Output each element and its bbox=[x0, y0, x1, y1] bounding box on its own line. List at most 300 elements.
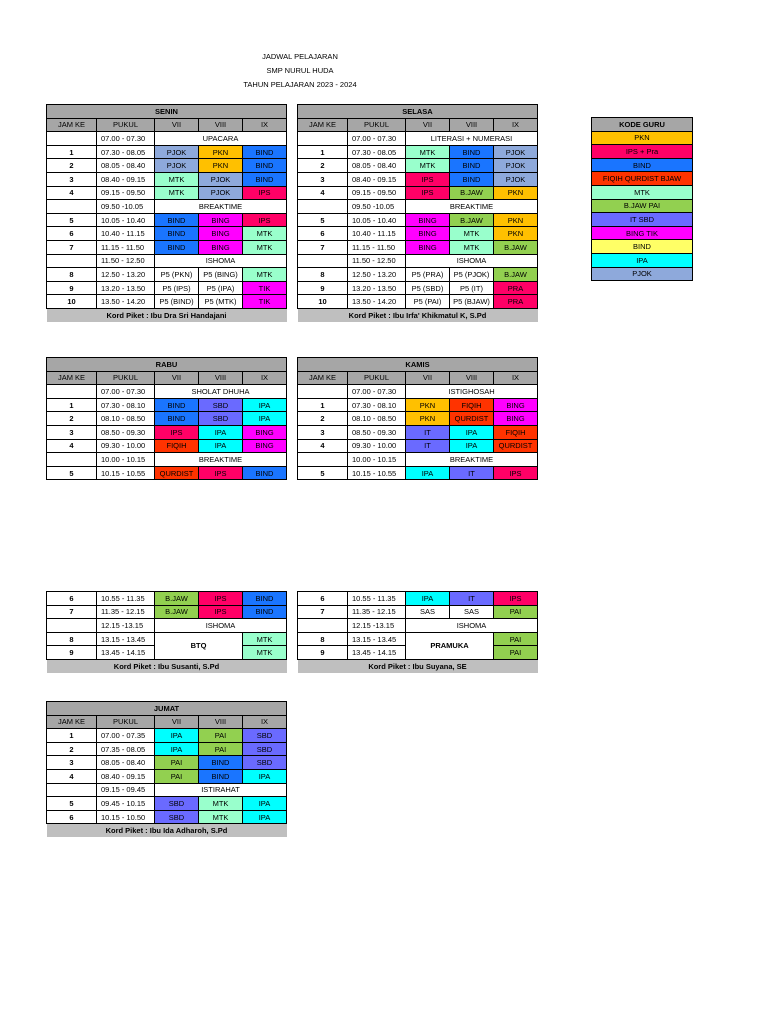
legend-item: IPS + Pra bbox=[592, 145, 693, 159]
jam-ke-cell bbox=[298, 453, 348, 467]
subject-ix-cell: PAI bbox=[494, 632, 538, 646]
legend-item: PKN bbox=[592, 131, 693, 145]
pukul-cell: 07.00 - 07.30 bbox=[348, 385, 406, 399]
column-header: IX bbox=[243, 715, 287, 729]
subject-viii-cell: FIQIH bbox=[450, 398, 494, 412]
subject-ix-cell: MTK bbox=[243, 240, 287, 254]
jam-ke-cell: 3 bbox=[47, 425, 97, 439]
jam-ke-cell: 7 bbox=[298, 240, 348, 254]
pukul-cell: 13.45 - 14.15 bbox=[348, 646, 406, 660]
pukul-cell: 08.05 - 08.40 bbox=[97, 756, 155, 770]
jam-ke-cell: 6 bbox=[47, 592, 97, 606]
pukul-cell: 13.45 - 14.15 bbox=[97, 646, 155, 660]
pukul-cell: 08.10 - 08.50 bbox=[348, 412, 406, 426]
activity-cell: BREAKTIME bbox=[155, 453, 287, 467]
jam-ke-cell: 4 bbox=[298, 186, 348, 200]
subject-vii-cell: MTK bbox=[155, 186, 199, 200]
column-header: VIII bbox=[199, 118, 243, 132]
pukul-cell: 10.05 - 10.40 bbox=[97, 213, 155, 227]
jam-ke-cell: 7 bbox=[47, 605, 97, 619]
subject-ix-cell: BIND bbox=[243, 159, 287, 173]
pukul-cell: 13.20 - 13.50 bbox=[97, 281, 155, 295]
subject-ix-cell: SBD bbox=[243, 729, 287, 743]
column-header: JAM KE bbox=[298, 371, 348, 385]
legend-item: IT SBD bbox=[592, 213, 693, 227]
activity-cell: BTQ bbox=[155, 632, 243, 659]
subject-vii-cell: P5 (IPS) bbox=[155, 281, 199, 295]
subject-vii-cell: IT bbox=[406, 425, 450, 439]
legend-item: IPA bbox=[592, 253, 693, 267]
subject-viii-cell: BIND bbox=[450, 172, 494, 186]
activity-cell: BREAKTIME bbox=[406, 453, 538, 467]
subject-viii-cell: IPS bbox=[199, 592, 243, 606]
pukul-cell: 10.00 - 10.15 bbox=[348, 453, 406, 467]
day-header-kamis: KAMIS bbox=[298, 358, 538, 372]
subject-ix-cell: IPS bbox=[494, 466, 538, 480]
subject-ix-cell: BIND bbox=[243, 605, 287, 619]
subject-ix-cell: IPA bbox=[243, 810, 287, 824]
column-header: IX bbox=[243, 371, 287, 385]
subject-vii-cell: FIQIH bbox=[155, 439, 199, 453]
subject-vii-cell: P5 (SBD) bbox=[406, 281, 450, 295]
subject-vii-cell: IT bbox=[406, 439, 450, 453]
pukul-cell: 10.15 - 10.55 bbox=[348, 466, 406, 480]
jam-ke-cell: 6 bbox=[47, 810, 97, 824]
jam-ke-cell: 7 bbox=[47, 240, 97, 254]
subject-viii-cell: BING bbox=[199, 213, 243, 227]
jam-ke-cell: 1 bbox=[298, 145, 348, 159]
subject-viii-cell: PJOK bbox=[199, 186, 243, 200]
jam-ke-cell: 5 bbox=[47, 466, 97, 480]
activity-cell: UPACARA bbox=[155, 132, 287, 146]
subject-vii-cell: PJOK bbox=[155, 159, 199, 173]
column-header: VII bbox=[406, 118, 450, 132]
pukul-cell: 13.50 - 14.20 bbox=[97, 295, 155, 309]
jam-ke-cell bbox=[47, 132, 97, 146]
day-header-jumat: JUMAT bbox=[47, 702, 287, 716]
subject-ix-cell: MTK bbox=[243, 227, 287, 241]
pukul-cell: 07.35 - 08.05 bbox=[97, 742, 155, 756]
jam-ke-cell bbox=[47, 254, 97, 268]
subject-vii-cell: PKN bbox=[406, 412, 450, 426]
column-header: VIII bbox=[199, 715, 243, 729]
subject-ix-cell: FIQIH bbox=[494, 425, 538, 439]
jam-ke-cell: 4 bbox=[47, 769, 97, 783]
activity-cell: ISTIRAHAT bbox=[155, 783, 287, 797]
column-header: VII bbox=[155, 118, 199, 132]
subject-ix-cell: IPS bbox=[243, 186, 287, 200]
legend-item: B.JAW PAI bbox=[592, 199, 693, 213]
subject-viii-cell: MTK bbox=[450, 240, 494, 254]
subject-ix-cell: IPS bbox=[243, 213, 287, 227]
jam-ke-cell: 1 bbox=[47, 729, 97, 743]
jam-ke-cell: 2 bbox=[47, 159, 97, 173]
subject-viii-cell: PKN bbox=[199, 159, 243, 173]
jam-ke-cell: 3 bbox=[47, 756, 97, 770]
subject-viii-cell: P5 (IT) bbox=[450, 281, 494, 295]
subject-vii-cell: BIND bbox=[155, 227, 199, 241]
subject-viii-cell: IPS bbox=[199, 605, 243, 619]
jam-ke-cell: 10 bbox=[47, 295, 97, 309]
pukul-cell: 13.15 - 13.45 bbox=[348, 632, 406, 646]
subject-viii-cell: P5 (BING) bbox=[199, 268, 243, 282]
pukul-cell: 07.00 - 07.35 bbox=[97, 729, 155, 743]
subject-vii-cell: BIND bbox=[155, 213, 199, 227]
jam-ke-cell: 1 bbox=[47, 145, 97, 159]
subject-ix-cell: MTK bbox=[243, 268, 287, 282]
jam-ke-cell: 3 bbox=[47, 172, 97, 186]
piket-coordinator: Kord Piket : Ibu Susanti, S.Pd bbox=[47, 659, 287, 672]
subject-ix-cell: IPA bbox=[243, 797, 287, 811]
day-header-rabu: RABU bbox=[47, 358, 287, 372]
column-header: VIII bbox=[450, 371, 494, 385]
jam-ke-cell: 5 bbox=[47, 213, 97, 227]
subject-viii-cell: SAS bbox=[450, 605, 494, 619]
subject-vii-cell: SBD bbox=[155, 797, 199, 811]
column-header: JAM KE bbox=[298, 118, 348, 132]
jam-ke-cell: 2 bbox=[298, 159, 348, 173]
piket-coordinator: Kord Piket : Ibu Irfa' Khikmatul K, S.Pd bbox=[298, 308, 538, 321]
day-header-senin: SENIN bbox=[47, 105, 287, 119]
column-header: PUKUL bbox=[348, 118, 406, 132]
subject-vii-cell: IPA bbox=[155, 729, 199, 743]
subject-vii-cell: BIND bbox=[155, 412, 199, 426]
pukul-cell: 10.40 - 11.15 bbox=[97, 227, 155, 241]
jam-ke-cell: 5 bbox=[47, 797, 97, 811]
subject-vii-cell: SBD bbox=[155, 810, 199, 824]
column-header: IX bbox=[494, 118, 538, 132]
subject-ix-cell: PAI bbox=[494, 605, 538, 619]
subject-ix-cell: SBD bbox=[243, 742, 287, 756]
subject-vii-cell: BING bbox=[406, 227, 450, 241]
legend-item: BING TIK bbox=[592, 226, 693, 240]
subject-vii-cell: IPA bbox=[406, 592, 450, 606]
subject-ix-cell: BING bbox=[494, 412, 538, 426]
pukul-cell: 13.15 - 13.45 bbox=[97, 632, 155, 646]
subject-ix-cell: MTK bbox=[243, 632, 287, 646]
jam-ke-cell: 1 bbox=[298, 398, 348, 412]
subject-viii-cell: BING bbox=[199, 240, 243, 254]
jam-ke-cell bbox=[47, 385, 97, 399]
subject-viii-cell: PKN bbox=[199, 145, 243, 159]
jam-ke-cell: 2 bbox=[47, 742, 97, 756]
subject-ix-cell: PKN bbox=[494, 213, 538, 227]
pukul-cell: 10.15 - 10.55 bbox=[97, 466, 155, 480]
subject-vii-cell: P5 (PKN) bbox=[155, 268, 199, 282]
subject-vii-cell: P5 (PRA) bbox=[406, 268, 450, 282]
subject-ix-cell: TIK bbox=[243, 281, 287, 295]
pukul-cell: 11.50 - 12.50 bbox=[348, 254, 406, 268]
pukul-cell: 10.05 - 10.40 bbox=[348, 213, 406, 227]
subject-ix-cell: BIND bbox=[243, 466, 287, 480]
pukul-cell: 09.50 -10.05 bbox=[97, 200, 155, 214]
subject-ix-cell: IPA bbox=[243, 398, 287, 412]
subject-vii-cell: P5 (PAI) bbox=[406, 295, 450, 309]
jam-ke-cell: 8 bbox=[298, 632, 348, 646]
subject-vii-cell: BIND bbox=[155, 398, 199, 412]
pukul-cell: 07.30 - 08.10 bbox=[348, 398, 406, 412]
subject-vii-cell: PKN bbox=[406, 398, 450, 412]
activity-cell: ISHOMA bbox=[155, 254, 287, 268]
pukul-cell: 09.15 - 09.50 bbox=[348, 186, 406, 200]
subject-viii-cell: B.JAW bbox=[450, 186, 494, 200]
jam-ke-cell: 4 bbox=[47, 439, 97, 453]
subject-ix-cell: BIND bbox=[243, 592, 287, 606]
legend-title: KODE GURU bbox=[592, 118, 693, 132]
subject-ix-cell: BING bbox=[243, 425, 287, 439]
activity-cell: ISTIGHOSAH bbox=[406, 385, 538, 399]
pukul-cell: 12.50 - 13.20 bbox=[348, 268, 406, 282]
column-header: IX bbox=[243, 118, 287, 132]
pukul-cell: 09.30 - 10.00 bbox=[97, 439, 155, 453]
subject-vii-cell: B.JAW bbox=[155, 592, 199, 606]
subject-ix-cell: PRA bbox=[494, 281, 538, 295]
subject-vii-cell: PAI bbox=[155, 756, 199, 770]
column-header: JAM KE bbox=[47, 715, 97, 729]
subject-vii-cell: QURDIST bbox=[155, 466, 199, 480]
pukul-cell: 09.15 - 09.50 bbox=[97, 186, 155, 200]
jam-ke-cell bbox=[298, 200, 348, 214]
subject-viii-cell: BIND bbox=[450, 159, 494, 173]
subject-viii-cell: IPA bbox=[450, 425, 494, 439]
subject-vii-cell: PAI bbox=[155, 769, 199, 783]
pukul-cell: 11.50 - 12.50 bbox=[97, 254, 155, 268]
pukul-cell: 10.00 - 10.15 bbox=[97, 453, 155, 467]
subject-viii-cell: BIND bbox=[450, 145, 494, 159]
subject-vii-cell: IPA bbox=[406, 466, 450, 480]
subject-ix-cell: BING bbox=[243, 439, 287, 453]
subject-ix-cell: SBD bbox=[243, 756, 287, 770]
subject-viii-cell: BING bbox=[199, 227, 243, 241]
kamis-schedule-table bbox=[297, 357, 538, 480]
jam-ke-cell: 9 bbox=[298, 281, 348, 295]
jam-ke-cell: 5 bbox=[298, 213, 348, 227]
day-header-selasa: SELASA bbox=[298, 105, 538, 119]
subject-vii-cell: IPS bbox=[406, 186, 450, 200]
pukul-cell: 07.00 - 07.30 bbox=[97, 385, 155, 399]
jam-ke-cell: 9 bbox=[47, 646, 97, 660]
subject-vii-cell: MTK bbox=[406, 145, 450, 159]
jam-ke-cell bbox=[298, 619, 348, 633]
legend-item: MTK bbox=[592, 185, 693, 199]
schedule-title: JADWAL PELAJARAN bbox=[262, 52, 338, 61]
subject-viii-cell: IPA bbox=[450, 439, 494, 453]
senin-schedule-table bbox=[46, 104, 287, 322]
school-name: SMP NURUL HUDA bbox=[266, 66, 334, 75]
subject-viii-cell: P5 (PJOK) bbox=[450, 268, 494, 282]
pukul-cell: 10.55 - 11.35 bbox=[97, 592, 155, 606]
piket-coordinator: Kord Piket : Ibu Suyana, SE bbox=[298, 659, 538, 672]
jam-ke-cell: 6 bbox=[298, 592, 348, 606]
jam-ke-cell: 8 bbox=[47, 632, 97, 646]
jam-ke-cell: 2 bbox=[47, 412, 97, 426]
subject-ix-cell: PRA bbox=[494, 295, 538, 309]
subject-viii-cell: MTK bbox=[450, 227, 494, 241]
subject-ix-cell: PKN bbox=[494, 186, 538, 200]
subject-ix-cell: QURDIST bbox=[494, 439, 538, 453]
pukul-cell: 08.40 - 09.15 bbox=[348, 172, 406, 186]
activity-cell: SHOLAT DHUHA bbox=[155, 385, 287, 399]
pukul-cell: 12.50 - 13.20 bbox=[97, 268, 155, 282]
subject-viii-cell: BIND bbox=[199, 769, 243, 783]
subject-ix-cell: PJOK bbox=[494, 159, 538, 173]
subject-ix-cell: PKN bbox=[494, 227, 538, 241]
column-header: IX bbox=[494, 371, 538, 385]
subject-vii-cell: SAS bbox=[406, 605, 450, 619]
jam-ke-cell: 7 bbox=[298, 605, 348, 619]
column-header: JAM KE bbox=[47, 371, 97, 385]
jam-ke-cell: 6 bbox=[298, 227, 348, 241]
activity-cell: PRAMUKA bbox=[406, 632, 494, 659]
jam-ke-cell: 10 bbox=[298, 295, 348, 309]
jam-ke-cell: 8 bbox=[47, 268, 97, 282]
subject-viii-cell: PAI bbox=[199, 729, 243, 743]
pukul-cell: 10.40 - 11.15 bbox=[348, 227, 406, 241]
column-header: PUKUL bbox=[348, 371, 406, 385]
subject-viii-cell: IT bbox=[450, 466, 494, 480]
activity-cell: ISHOMA bbox=[155, 619, 287, 633]
piket-coordinator: Kord Piket : Ibu Ida Adharoh, S.Pd bbox=[47, 824, 287, 837]
subject-vii-cell: BIND bbox=[155, 240, 199, 254]
academic-year: TAHUN PELAJARAN 2023 - 2024 bbox=[243, 80, 357, 89]
jam-ke-cell: 3 bbox=[298, 425, 348, 439]
subject-ix-cell: BIND bbox=[243, 145, 287, 159]
subject-viii-cell: B.JAW bbox=[450, 213, 494, 227]
subject-ix-cell: IPA bbox=[243, 769, 287, 783]
subject-viii-cell: PAI bbox=[199, 742, 243, 756]
subject-vii-cell: MTK bbox=[406, 159, 450, 173]
selasa-schedule-table bbox=[297, 104, 538, 322]
subject-viii-cell: P5 (MTK) bbox=[199, 295, 243, 309]
column-header: VIII bbox=[450, 118, 494, 132]
pukul-cell: 12.15 -13.15 bbox=[348, 619, 406, 633]
subject-viii-cell: QURDIST bbox=[450, 412, 494, 426]
pukul-cell: 10.55 - 11.35 bbox=[348, 592, 406, 606]
legend-item: PJOK bbox=[592, 267, 693, 281]
column-header: VII bbox=[406, 371, 450, 385]
rabu-continued-schedule-table bbox=[46, 591, 287, 673]
subject-viii-cell: IPS bbox=[199, 466, 243, 480]
jam-ke-cell: 1 bbox=[47, 398, 97, 412]
pukul-cell: 09.45 - 10.15 bbox=[97, 797, 155, 811]
subject-viii-cell: P5 (BJAW) bbox=[450, 295, 494, 309]
pukul-cell: 08.05 - 08.40 bbox=[348, 159, 406, 173]
pukul-cell: 07.00 - 07.30 bbox=[348, 132, 406, 146]
pukul-cell: 12.15 -13.15 bbox=[97, 619, 155, 633]
pukul-cell: 09.30 - 10.00 bbox=[348, 439, 406, 453]
subject-viii-cell: IPA bbox=[199, 425, 243, 439]
pukul-cell: 09.50 -10.05 bbox=[348, 200, 406, 214]
activity-cell: BREAKTIME bbox=[155, 200, 287, 214]
subject-viii-cell: MTK bbox=[199, 810, 243, 824]
subject-viii-cell: MTK bbox=[199, 797, 243, 811]
pukul-cell: 08.10 - 08.50 bbox=[97, 412, 155, 426]
jam-ke-cell bbox=[298, 385, 348, 399]
subject-viii-cell: BIND bbox=[199, 756, 243, 770]
subject-ix-cell: B.JAW bbox=[494, 268, 538, 282]
subject-ix-cell: BING bbox=[494, 398, 538, 412]
pukul-cell: 07.30 - 08.10 bbox=[97, 398, 155, 412]
column-header: JAM KE bbox=[47, 118, 97, 132]
teacher-code-legend bbox=[591, 117, 693, 281]
subject-vii-cell: BING bbox=[406, 240, 450, 254]
legend-item: BIND bbox=[592, 158, 693, 172]
pukul-cell: 11.15 - 11.50 bbox=[348, 240, 406, 254]
activity-cell: ISHOMA bbox=[406, 619, 538, 633]
jam-ke-cell: 2 bbox=[298, 412, 348, 426]
pukul-cell: 07.00 - 07.30 bbox=[97, 132, 155, 146]
pukul-cell: 08.50 - 09.30 bbox=[348, 425, 406, 439]
column-header: VIII bbox=[199, 371, 243, 385]
pukul-cell: 07.30 - 08.05 bbox=[348, 145, 406, 159]
subject-viii-cell: P5 (IPA) bbox=[199, 281, 243, 295]
pukul-cell: 13.50 - 14.20 bbox=[348, 295, 406, 309]
pukul-cell: 11.35 - 12.15 bbox=[97, 605, 155, 619]
subject-ix-cell: TIK bbox=[243, 295, 287, 309]
jumat-schedule-table bbox=[46, 701, 287, 837]
pukul-cell: 08.50 - 09.30 bbox=[97, 425, 155, 439]
jam-ke-cell: 4 bbox=[47, 186, 97, 200]
column-header: PUKUL bbox=[97, 371, 155, 385]
jam-ke-cell bbox=[47, 619, 97, 633]
rabu-schedule-table bbox=[46, 357, 287, 480]
subject-vii-cell: PJOK bbox=[155, 145, 199, 159]
subject-viii-cell: IT bbox=[450, 592, 494, 606]
subject-ix-cell: B.JAW bbox=[494, 240, 538, 254]
jam-ke-cell bbox=[47, 453, 97, 467]
pukul-cell: 08.40 - 09.15 bbox=[97, 172, 155, 186]
jam-ke-cell: 3 bbox=[298, 172, 348, 186]
pukul-cell: 13.20 - 13.50 bbox=[348, 281, 406, 295]
subject-vii-cell: BING bbox=[406, 213, 450, 227]
jam-ke-cell bbox=[298, 132, 348, 146]
subject-ix-cell: IPA bbox=[243, 412, 287, 426]
column-header: PUKUL bbox=[97, 715, 155, 729]
pukul-cell: 11.35 - 12.15 bbox=[348, 605, 406, 619]
pukul-cell: 11.15 - 11.50 bbox=[97, 240, 155, 254]
jam-ke-cell: 9 bbox=[47, 281, 97, 295]
jam-ke-cell bbox=[47, 783, 97, 797]
subject-vii-cell: B.JAW bbox=[155, 605, 199, 619]
pukul-cell: 08.05 - 08.40 bbox=[97, 159, 155, 173]
subject-ix-cell: IPS bbox=[494, 592, 538, 606]
subject-vii-cell: IPS bbox=[406, 172, 450, 186]
jam-ke-cell: 6 bbox=[47, 227, 97, 241]
column-header: PUKUL bbox=[97, 118, 155, 132]
jam-ke-cell bbox=[47, 200, 97, 214]
column-header: VII bbox=[155, 715, 199, 729]
subject-vii-cell: MTK bbox=[155, 172, 199, 186]
pukul-cell: 07.30 - 08.05 bbox=[97, 145, 155, 159]
jam-ke-cell: 4 bbox=[298, 439, 348, 453]
jam-ke-cell: 5 bbox=[298, 466, 348, 480]
jam-ke-cell bbox=[298, 254, 348, 268]
subject-ix-cell: MTK bbox=[243, 646, 287, 660]
activity-cell: ISHOMA bbox=[406, 254, 538, 268]
subject-vii-cell: IPA bbox=[155, 742, 199, 756]
jam-ke-cell: 8 bbox=[298, 268, 348, 282]
subject-viii-cell: SBD bbox=[199, 412, 243, 426]
subject-viii-cell: SBD bbox=[199, 398, 243, 412]
legend-item: FIQIH QURDIST BJAW bbox=[592, 172, 693, 186]
pukul-cell: 08.40 - 09.15 bbox=[97, 769, 155, 783]
subject-viii-cell: PJOK bbox=[199, 172, 243, 186]
activity-cell: BREAKTIME bbox=[406, 200, 538, 214]
column-header: VII bbox=[155, 371, 199, 385]
pukul-cell: 10.15 - 10.50 bbox=[97, 810, 155, 824]
subject-vii-cell: P5 (BIND) bbox=[155, 295, 199, 309]
activity-cell: LITERASI + NUMERASI bbox=[406, 132, 538, 146]
